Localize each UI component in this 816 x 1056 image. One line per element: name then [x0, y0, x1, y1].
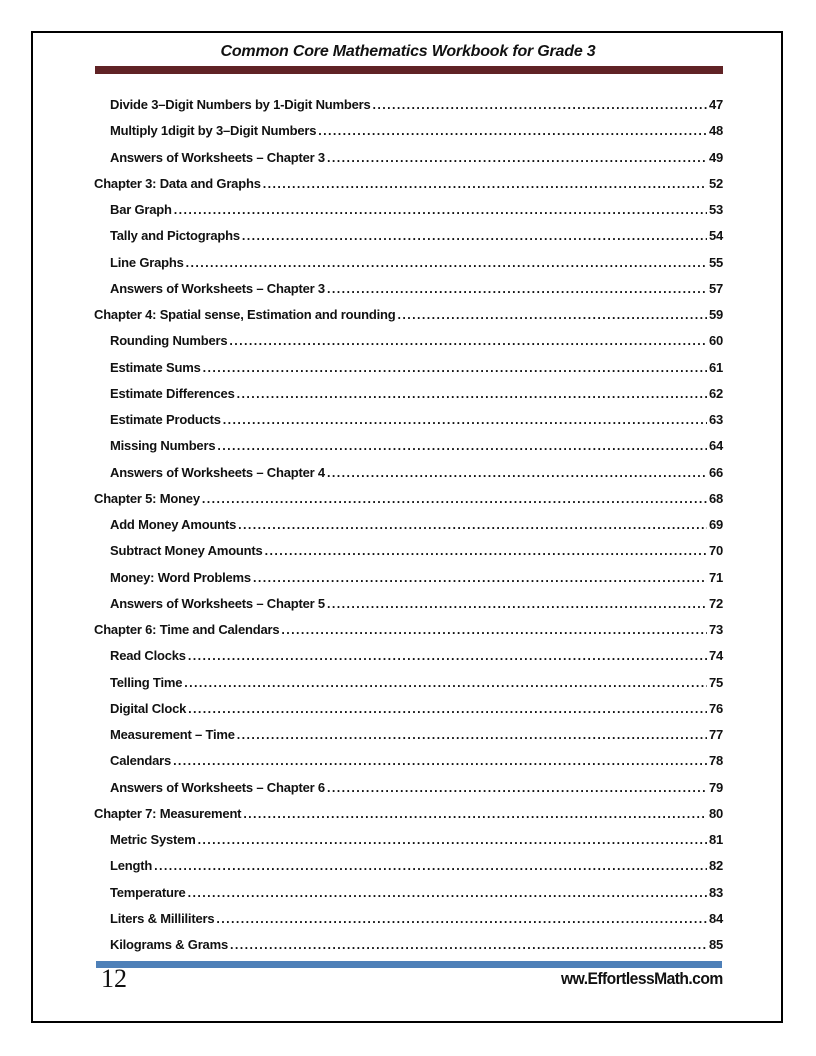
toc-entry-page: 48 — [708, 123, 723, 139]
toc-entry-page: 79 — [708, 779, 723, 795]
toc-entry-label: Metric System — [110, 832, 196, 847]
toc-entry — [94, 92, 723, 118]
toc-entry-page: 72 — [708, 595, 723, 611]
toc-leader-dots — [373, 92, 707, 118]
toc-entry-page: 84 — [708, 910, 723, 926]
toc-entry-page: 59 — [708, 307, 723, 322]
toc-leader-dots — [154, 853, 707, 879]
footer-rule — [96, 961, 722, 968]
toc-entry — [94, 118, 723, 144]
toc-entry-page: 47 — [708, 97, 723, 112]
toc-entry-label: Digital Clock — [110, 700, 187, 716]
toc-entry-label: Money: Word Problems — [110, 569, 251, 585]
toc-entry-page: 69 — [708, 517, 723, 532]
toc-entry-page: 85 — [708, 937, 723, 952]
toc-entry — [94, 407, 723, 433]
toc-leader-dots — [327, 460, 707, 486]
toc-entry-label: Temperature — [110, 884, 186, 900]
toc-entry-page: 60 — [708, 333, 723, 349]
toc-entry-page: 77 — [708, 727, 723, 742]
toc-leader-dots — [243, 801, 707, 827]
toc-entry-page: 64 — [708, 438, 723, 454]
toc-entry — [94, 932, 723, 958]
toc-leader-dots — [327, 775, 707, 801]
toc-entry-label: Tally and Pictographs — [110, 228, 240, 244]
toc-leader-dots — [174, 197, 707, 223]
toc-entry — [94, 538, 723, 564]
toc-entry — [94, 486, 723, 512]
toc-entry — [94, 460, 723, 486]
toc-entry — [94, 302, 723, 328]
toc-entry-label: Read Clocks — [110, 648, 186, 664]
toc-entry-label: Answers of Worksheets – Chapter 4 — [110, 464, 325, 480]
toc-entry — [94, 775, 723, 801]
toc-leader-dots — [237, 722, 707, 748]
toc-entry — [94, 565, 723, 591]
toc-entry — [94, 328, 723, 354]
toc-leader-dots — [188, 643, 707, 669]
toc-entry-label: Kilograms & Grams — [110, 937, 228, 952]
toc-entry-label: Subtract Money Amounts — [110, 543, 263, 559]
toc-entry-label: Chapter 3: Data and Graphs — [94, 175, 261, 191]
toc-entry-page: 62 — [708, 385, 723, 401]
toc-entry-page: 61 — [708, 359, 723, 375]
toc-entry-label: Answers of Worksheets – Chapter 3 — [110, 149, 325, 165]
toc-leader-dots — [186, 250, 707, 276]
toc-entry — [94, 696, 723, 722]
toc-entry — [94, 643, 723, 669]
toc-entry-page: 49 — [708, 149, 723, 165]
toc-entry — [94, 276, 723, 302]
toc-entry-label: Calendars — [110, 753, 172, 769]
toc-leader-dots — [242, 223, 707, 249]
header-title: Common Core Mathematics Workbook for Grade 3 — [220, 43, 596, 60]
page-number: 12 — [101, 964, 127, 993]
toc-leader-dots — [230, 932, 707, 958]
toc-list — [94, 92, 723, 958]
toc-entry-page: 75 — [708, 674, 723, 690]
toc-leader-dots — [263, 171, 707, 197]
toc-entry-label: Multiply 1digit by 3–Digit Numbers — [110, 123, 317, 139]
toc-entry — [94, 827, 723, 853]
toc-entry-page: 55 — [708, 254, 723, 270]
toc-entry — [94, 591, 723, 617]
toc-entry-page: 74 — [708, 648, 723, 664]
toc-entry-label: Liters & Milliliters — [110, 910, 215, 926]
toc-leader-dots — [265, 538, 707, 564]
toc-entry-label: Answers of Worksheets – Chapter 3 — [110, 280, 325, 296]
toc-leader-dots — [318, 118, 707, 144]
toc-entry — [94, 617, 723, 643]
toc-leader-dots — [217, 433, 707, 459]
toc-entry-label: Estimate Products — [110, 412, 221, 427]
toc-entry-page: 78 — [708, 753, 723, 769]
toc-entry-label: Measurement – Time — [110, 727, 235, 742]
toc-entry-page: 80 — [708, 805, 723, 821]
toc-entry-page: 66 — [708, 464, 723, 480]
toc-leader-dots — [281, 617, 707, 643]
toc-entry-page: 71 — [708, 569, 723, 585]
toc-entry-label: Estimate Differences — [110, 385, 235, 401]
toc-leader-dots — [229, 328, 707, 354]
toc-entry-label: Add Money Amounts — [110, 517, 237, 532]
toc-entry-label: Answers of Worksheets – Chapter 6 — [110, 779, 325, 795]
toc-leader-dots — [237, 381, 707, 407]
toc-entry — [94, 197, 723, 223]
toc-entry-page: 68 — [708, 490, 723, 506]
toc-leader-dots — [203, 355, 707, 381]
toc-entry-label: Rounding Numbers — [110, 333, 228, 349]
toc-entry — [94, 145, 723, 171]
toc-entry-label: Length — [110, 858, 153, 874]
toc-entry-page: 73 — [708, 622, 723, 637]
toc-leader-dots — [398, 302, 707, 328]
toc-leader-dots — [223, 407, 707, 433]
toc-entry-label: Bar Graph — [110, 202, 172, 217]
toc-entry-page: 82 — [708, 858, 723, 874]
toc-entry-page: 54 — [708, 228, 723, 244]
toc-entry-label: Divide 3–Digit Numbers by 1-Digit Numbers — [110, 97, 371, 112]
toc-entry — [94, 670, 723, 696]
toc-entry-label: Line Graphs — [110, 254, 184, 270]
toc-entry — [94, 748, 723, 774]
toc-leader-dots — [327, 145, 707, 171]
toc-entry — [94, 880, 723, 906]
toc-entry-label: Chapter 6: Time and Calendars — [94, 622, 280, 637]
toc-entry — [94, 223, 723, 249]
toc-entry-page: 53 — [708, 202, 723, 217]
toc-entry — [94, 171, 723, 197]
toc-entry-label: Estimate Sums — [110, 359, 201, 375]
toc-entry — [94, 381, 723, 407]
toc-entry-page: 81 — [708, 832, 723, 847]
toc-entry — [94, 906, 723, 932]
toc-leader-dots — [188, 880, 707, 906]
toc-leader-dots — [253, 565, 707, 591]
toc-entry-label: Missing Numbers — [110, 438, 216, 454]
toc-entry-page: 52 — [708, 175, 723, 191]
toc-entry-page: 63 — [708, 412, 723, 427]
toc-entry-page: 83 — [708, 884, 723, 900]
toc-entry-page: 76 — [708, 700, 723, 716]
header-rule — [95, 66, 723, 74]
website-text: ww.EffortlessMath.com — [561, 969, 723, 988]
toc-leader-dots — [238, 512, 707, 538]
toc-entry-page: 57 — [708, 280, 723, 296]
toc-entry — [94, 512, 723, 538]
toc-leader-dots — [188, 696, 707, 722]
toc-entry — [94, 250, 723, 276]
toc-entry-label: Chapter 7: Measurement — [94, 805, 242, 821]
toc-leader-dots — [327, 591, 707, 617]
toc-entry — [94, 853, 723, 879]
toc-entry — [94, 801, 723, 827]
toc-leader-dots — [198, 827, 707, 853]
toc-entry — [94, 433, 723, 459]
toc-entry — [94, 722, 723, 748]
toc-leader-dots — [216, 906, 707, 932]
toc-leader-dots — [184, 670, 707, 696]
toc-entry-label: Chapter 4: Spatial sense, Estimation and rounding — [94, 307, 396, 322]
toc-entry-label: Chapter 5: Money — [94, 490, 200, 506]
toc-leader-dots — [202, 486, 707, 512]
toc-leader-dots — [327, 276, 707, 302]
toc-entry — [94, 355, 723, 381]
toc-leader-dots — [173, 748, 707, 774]
toc-entry-label: Telling Time — [110, 674, 183, 690]
toc-entry-label: Answers of Worksheets – Chapter 5 — [110, 595, 325, 611]
toc-entry-page: 70 — [708, 543, 723, 559]
